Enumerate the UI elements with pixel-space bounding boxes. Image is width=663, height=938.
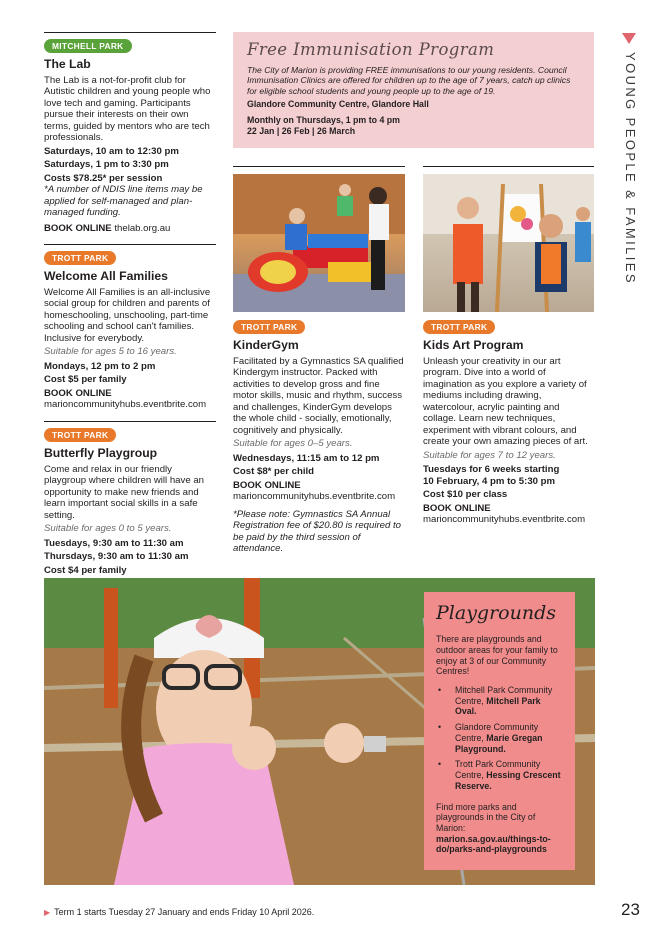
kindergym-title: KinderGym <box>233 338 299 353</box>
the-lab-cost: Costs $78.25* per session <box>44 172 163 184</box>
immunisation-box <box>233 32 594 148</box>
list-item <box>436 759 563 791</box>
divider <box>44 421 216 422</box>
playground-name: Hessing Crescent Reserve. <box>455 770 561 791</box>
divider <box>423 166 594 167</box>
footer-text: Term 1 starts Tuesday 27 January and ends Friday 10 April 2026. <box>54 907 315 917</box>
kids-art-link[interactable]: marioncommunityhubs.eventbrite.com <box>423 514 586 526</box>
immunisation-text: The City of Marion is providing FREE immunisations to our young residents. Council Immunisation Clinics are offered for children up to the age of 7 years, catch up clinics for eligible school students and young people up to the age of 19. <box>247 65 571 96</box>
kids-art-cost: Cost $10 per class <box>423 489 508 501</box>
kids-art-title: Kids Art Program <box>423 338 524 353</box>
kindergym-photo <box>233 174 405 312</box>
butterfly-time-2: Thursdays, 9:30 am to 11:30 am <box>44 551 189 563</box>
playground-name: Marie Gregan Playground. <box>455 732 543 754</box>
kindergym-column <box>233 320 405 555</box>
butterfly-time-1: Tuesdays, 9:30 am to 11:30 am <box>44 537 184 549</box>
welcome-suitable: Suitable for ages 5 to 16 years. <box>44 346 177 358</box>
kids-art-time-2: 10 February, 4 pm to 5:30 pm <box>423 475 556 487</box>
kids-art-description: Unleash your creativity in our art program. Dive into a world of imagination as you explore a variety of mediums including drawing, watercolour, acrylic painting and collage. Learn new techniques, experiment with vibrant colours, and create your own amazing pieces of art. <box>423 355 588 448</box>
welcome-description: Welcome All Families is an all-inclusive social group for children and parents of homeschooling, unschooling, part-time schooling and school can't families. Inclusive for everybody. <box>44 286 211 344</box>
footer <box>44 907 314 917</box>
triangle-bullet-icon: ▶ <box>44 908 51 917</box>
centre-name: Trott Park Community Centre, <box>455 759 541 781</box>
divider <box>233 166 405 167</box>
centre-name: Glandore Community Centre, <box>455 722 539 743</box>
location-tag: TROTT PARK <box>44 428 116 442</box>
kids-art-time-1: Tuesdays for 6 weeks starting <box>423 464 560 476</box>
the-lab-booking <box>44 223 216 235</box>
divider <box>44 244 216 245</box>
the-lab-time-1: Saturdays, 10 am to 12:30 pm <box>44 145 179 157</box>
kindergym-link[interactable]: marioncommunityhubs.eventbrite.com <box>233 491 396 503</box>
list-item <box>436 685 563 717</box>
kindergym-cost: Cost $8* per child <box>233 466 315 478</box>
centre-name: Mitchell Park Community Centre, <box>455 685 553 706</box>
kids-art-suitable: Suitable for ages 7 to 12 years. <box>423 449 556 461</box>
page-number: 23 <box>621 900 640 919</box>
playgrounds-outro <box>436 802 563 856</box>
the-lab-note: *A number of NDIS line items may be applied for self-managed and plan-managed funding. <box>44 184 203 219</box>
book-label: BOOK ONLINE <box>44 222 112 234</box>
the-lab-title: The Lab <box>44 57 91 72</box>
triangle-marker-icon <box>622 33 636 44</box>
list-item <box>436 722 563 754</box>
outro-text: Find more parks and playgrounds in the City of Marion: <box>436 801 536 833</box>
location-tag: TROTT PARK <box>233 320 305 334</box>
playgrounds-link[interactable]: marion.sa.gov.au/things-to-do/parks-and-playgrounds <box>436 833 551 855</box>
kindergym-time: Wednesdays, 11:15 am to 12 pm <box>233 452 380 464</box>
book-label: BOOK ONLINE <box>44 387 112 399</box>
divider <box>44 32 216 33</box>
welcome-link[interactable]: marioncommunityhubs.eventbrite.com <box>44 399 207 411</box>
kindergym-note: *Please note: Gymnastics SA Annual Registration fee of $20.80 is required to be paid by the third session of attendance. <box>233 508 401 555</box>
kids-art-column <box>423 320 594 526</box>
welcome-title: Welcome All Families <box>44 269 168 284</box>
butterfly-description: Come and relax in our friendly playgroup where children will have an opportunity to make new friends and learn important social skills in a safe setting. <box>44 463 204 521</box>
the-lab-time-2: Saturdays, 1 pm to 3:30 pm <box>44 159 169 171</box>
playgrounds-list <box>436 685 563 791</box>
the-lab-description: The Lab is a not-for-profit club for Autistic children and young people who love tech and gaming. Participants pursue their interests on their own terms, guided by mentors who are tech professionals. <box>44 74 211 144</box>
immunisation-dates: 22 Jan | 26 Feb | 26 March <box>247 125 356 136</box>
butterfly-title: Butterfly Playgroup <box>44 446 158 461</box>
location-tag: TROTT PARK <box>44 251 116 265</box>
kids-art-photo <box>423 174 594 312</box>
playground-name: Mitchell Park Oval. <box>455 695 541 717</box>
section-side-tab: YOUNG PEOPLE & FAMILIES <box>623 52 638 285</box>
playgrounds-title: Playgrounds <box>436 602 556 624</box>
the-lab-link[interactable]: thelab.org.au <box>114 222 171 234</box>
welcome-cost: Cost $5 per family <box>44 374 127 386</box>
location-tag: TROTT PARK <box>423 320 495 334</box>
playgrounds-box <box>424 592 575 870</box>
butterfly-suitable: Suitable for ages 0 to 5 years. <box>44 523 172 535</box>
location-tag: MITCHELL PARK <box>44 39 132 53</box>
welcome-time: Mondays, 12 pm to 2 pm <box>44 360 156 372</box>
book-label: BOOK ONLINE <box>233 479 301 491</box>
immunisation-title: Free Immunisation Program <box>247 40 495 59</box>
book-label: BOOK ONLINE <box>423 502 491 514</box>
butterfly-cost: Cost $4 per family <box>44 564 127 576</box>
kindergym-suitable: Suitable for ages 0–5 years. <box>233 438 353 450</box>
kindergym-description: Facilitated by a Gymnastics SA qualified Kindergym instructor. Packed with activities to develop gross and fine motor skills, music and rhythm, success and challenges, KinderGym develops the whole child - socially, emotionally, cognitively and physically. <box>233 355 404 436</box>
playgrounds-intro: There are playgrounds and outdoor areas for your family to enjoy at 3 of our Community Centres! <box>436 634 558 677</box>
left-column <box>44 32 216 590</box>
immunisation-venue: Glandore Community Centre, Glandore Hall <box>247 98 429 109</box>
immunisation-schedule: Monthly on Thursdays, 1 pm to 4 pm <box>247 114 400 125</box>
